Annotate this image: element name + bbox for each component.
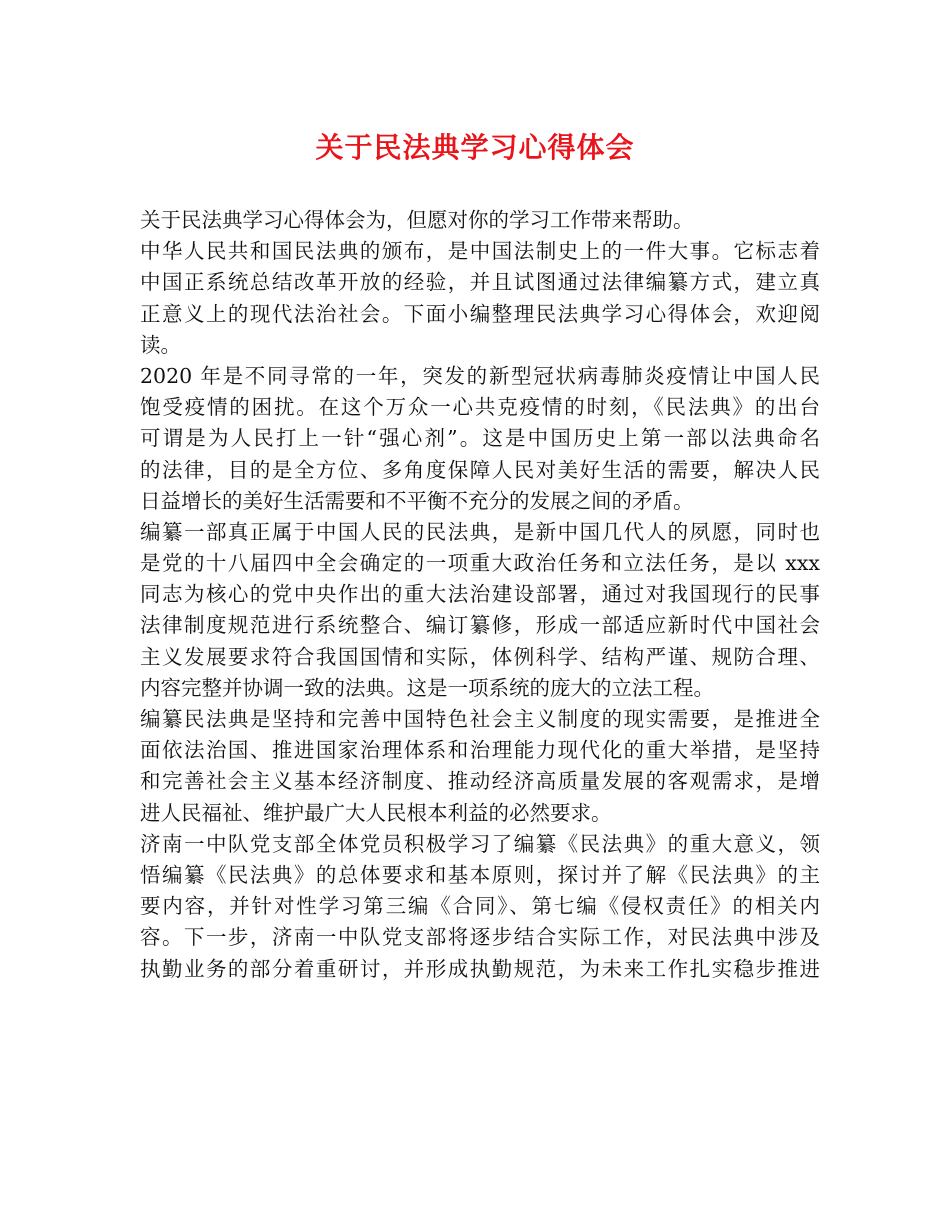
paragraph bbox=[140, 361, 820, 517]
text-line: 中华人民共和国民法典的颁布，是中国法制史上的一件大事。它标志着 bbox=[140, 239, 820, 264]
text-line: 面依法治国、推进国家治理体系和治理能力现代化的重大举措，是坚持 bbox=[140, 738, 820, 763]
text-line: 正意义上的现代法治社会。下面小编整理民法典学习心得体会，欢迎阅 bbox=[140, 301, 820, 326]
text-line: 同志为核心的党中央作出的重大法治建设部署，通过对我国现行的民事 bbox=[140, 582, 820, 607]
text-line: 读。 bbox=[140, 332, 181, 357]
paragraph bbox=[140, 236, 820, 361]
paragraph bbox=[140, 829, 820, 985]
document-title: 关于民法典学习心得体会 bbox=[315, 131, 635, 164]
document-body bbox=[140, 205, 820, 985]
text-line: 济南一中队党支部全体党员积极学习了编纂《民法典》的重大意义，领 bbox=[140, 831, 820, 856]
text-line: 编纂民法典是坚持和完善中国特色社会主义制度的现实需要，是推进全 bbox=[140, 707, 820, 731]
text-line: 是党的十八届四中全会确定的一项重大政治任务和立法任务，是以 xxx bbox=[140, 551, 820, 576]
text-line: 关于民法典学习心得体会为，但愿对你的学习工作带来帮助。 bbox=[140, 208, 694, 232]
text-line: 内容完整并协调一致的法典。这是一项系统的庞大的立法工程。 bbox=[140, 675, 714, 700]
text-line: 进人民福祉、维护最广大人民根本利益的必然要求。 bbox=[140, 800, 612, 825]
paragraph bbox=[140, 205, 820, 236]
text-line: 要内容，并针对性学习第三编《合同》、第七编《侵权责任》的相关内 bbox=[140, 894, 820, 919]
text-line: 的法律，目的是全方位、多角度保障人民对美好生活的需要，解决人民 bbox=[140, 457, 820, 482]
text-line: 可谓是为人民打上一针“强心剂”。这是中国历史上第一部以法典命名 bbox=[140, 426, 820, 451]
text-line: 容。下一步，济南一中队党支部将逐步结合实际工作，对民法典中涉及 bbox=[140, 925, 820, 950]
text-line: 和完善社会主义基本经济制度、推动经济高质量发展的客观需求，是增 bbox=[140, 769, 820, 794]
text-line: 日益增长的美好生活需要和不平衡不充分的发展之间的矛盾。 bbox=[140, 488, 694, 513]
text-line: 主义发展要求符合我国国情和实际，体例科学、结构严谨、规防合理、 bbox=[140, 644, 820, 669]
text-line: 编纂一部真正属于中国人民的民法典，是新中国几代人的夙愿，同时也 bbox=[140, 519, 820, 544]
text-line: 饱受疫情的困扰。在这个万众一心共克疫情的时刻，《民法典》的出台 bbox=[140, 395, 820, 420]
text-line: 2020 年是不同寻常的一年，突发的新型冠状病毒肺炎疫情让中国人民 bbox=[140, 363, 820, 388]
text-line: 法律制度规范进行系统整合、编订纂修，形成一部适应新时代中国社会 bbox=[140, 613, 820, 638]
text-line: 中国正系统总结改革开放的经验，并且试图通过法律编纂方式，建立真 bbox=[140, 270, 820, 295]
paragraph bbox=[140, 704, 820, 829]
text-line: 悟编纂《民法典》的总体要求和基本原则，探讨并了解《民法典》的主 bbox=[140, 862, 820, 887]
paragraph bbox=[140, 517, 820, 704]
text-line: 执勤业务的部分着重研讨，并形成执勤规范，为未来工作扎实稳步推进 bbox=[140, 956, 820, 981]
